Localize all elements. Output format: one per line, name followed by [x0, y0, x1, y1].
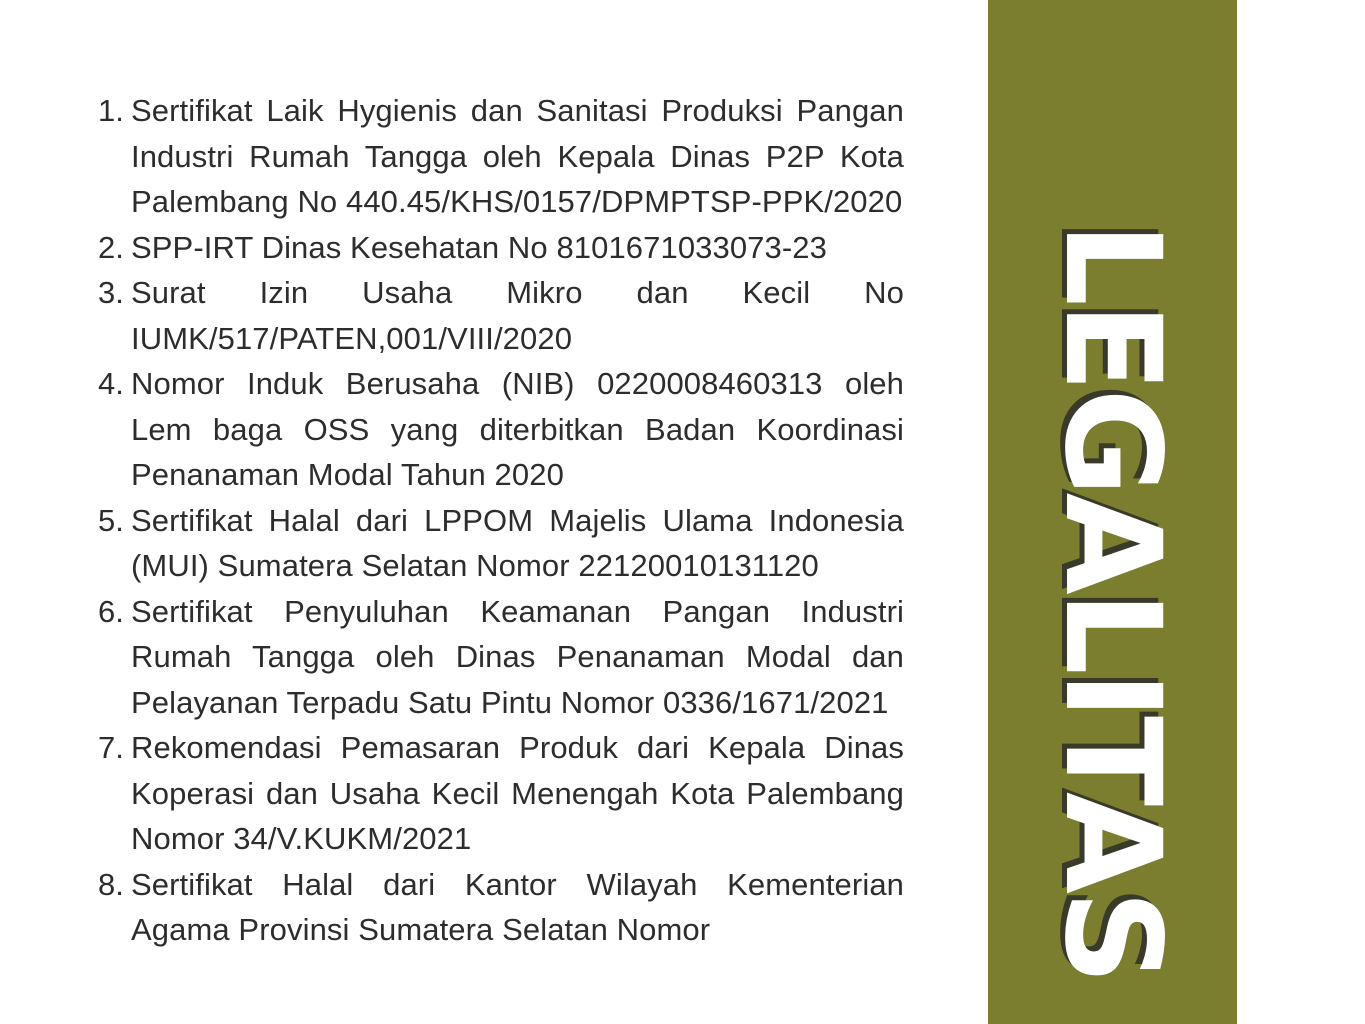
list-item [98, 498, 904, 589]
legal-document-list [98, 88, 904, 953]
list-item-text: Sertifikat Halal dari LPPOM Majelis Ulama Indonesia (MUI) Sumatera Selatan Nomor 22120010131120 [131, 502, 904, 583]
list-item-number: 2. [98, 229, 124, 265]
list-item [98, 225, 904, 271]
list-item-number: 3. [98, 275, 124, 310]
list-item [98, 270, 904, 361]
list-item-number: 4. [98, 366, 124, 401]
list-item-text: Nomor Induk Berusaha (NIB) 0220008460313 oleh Lem baga OSS yang diterbitkan Badan Koordinasi Penanaman Modal Tahun 2020 [131, 366, 904, 492]
list-item-text: SPP-IRT Dinas Kesehatan No 8101671033073-23 [131, 229, 827, 265]
list-item [98, 589, 904, 726]
list-item [98, 361, 904, 498]
list-item-number: 8. [98, 866, 124, 902]
list-item [98, 862, 904, 953]
list-item [98, 725, 904, 862]
list-item-text: Sertifikat Penyuluhan Keamanan Pangan Industri Rumah Tangga oleh Dinas Penanaman Modal dan Pelayanan Terpadu Satu Pintu Nomor 0336/1671/2021 [131, 593, 904, 720]
list-item [98, 88, 904, 225]
list-item-number: 7. [98, 730, 124, 765]
list-item-number: 1. [98, 93, 124, 128]
side-band [988, 0, 1237, 1024]
list-item-number: 5. [98, 502, 124, 538]
list-item-text: Rekomendasi Pemasaran Produk dari Kepala Dinas Koperasi dan Usaha Kecil Menengah Kota Palembang Nomor 34/V.KUKM/2021 [131, 730, 904, 856]
list-item-number: 6. [98, 593, 124, 629]
list-item-text: Sertifikat Laik Hygienis dan Sanitasi Produksi Pangan Industri Rumah Tangga oleh Kepala Dinas P2P Kota Palembang No 440.45/KHS/0157/DPMPTSP-PPK/2020 [131, 93, 904, 219]
section-title: LEGALITAS [1035, 222, 1189, 982]
list-item-text: Sertifikat Halal dari Kantor Wilayah Kementerian Agama Provinsi Sumatera Selatan Nomor [131, 866, 904, 947]
list-item-text: Surat Izin Usaha Mikro dan Kecil No IUMK/517/PATEN,001/VIII/2020 [131, 275, 904, 356]
